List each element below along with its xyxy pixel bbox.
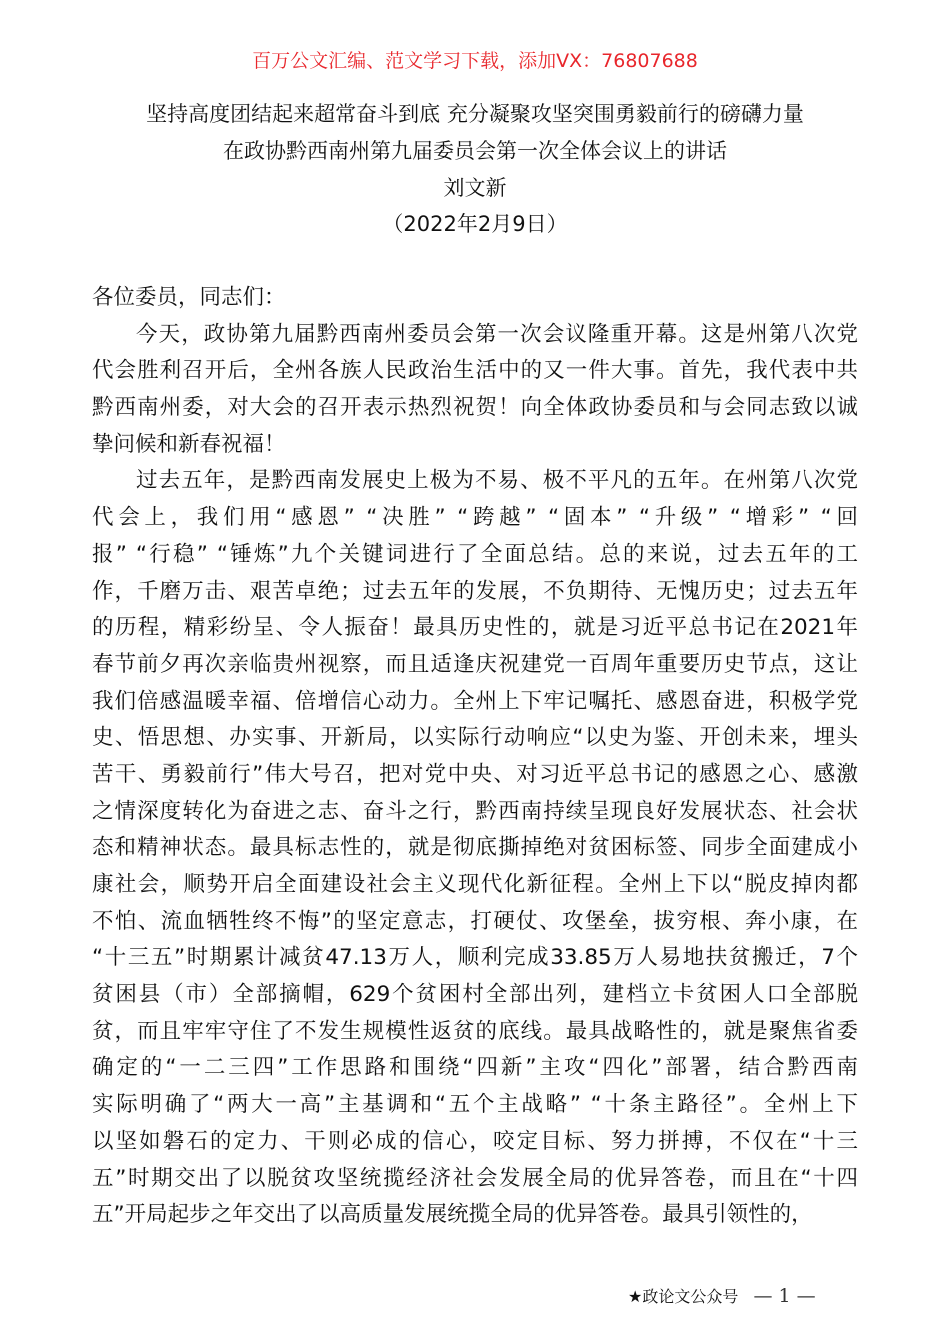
page-footer [628,1284,816,1307]
paragraph-line: 黔西南州委，对大会的召开表示热烈祝贺！向全体政协委员和与会同志致以诚 [92,395,858,421]
paragraph-line: 过去五年，是黔西南发展史上极为不易、极不平凡的五年。在州第八次党 [136,468,858,494]
paragraph-line: 代会胜利召开后，全州各族人民政治生活中的又一件大事。首先，我代表中共 [92,358,858,384]
date: （2022年2月9日） [382,212,568,236]
paragraph-line: 苦干、勇毅前行”伟大号召，把对党中央、对习近平总书记的感恩之心、感激 [92,761,858,787]
document-subtitle: 在政协黔西南州第九届委员会第一次全体会议上的讲话 [223,139,727,163]
paragraph-line: 不怕、流血牺牲终不悔”的坚定意志，打硬仗、攻堡垒，拔穷根、奔小康，在 [92,908,858,934]
paragraph-line: 春节前夕再次亲临贵州视察，而且适逢庆祝建党一百周年重要历史节点，这让 [92,651,858,677]
footer-source: ★政论文公众号 [628,1287,739,1306]
paragraph-line: “十三五”时期累计减贫47.13万人，顺利完成33.85万人易地扶贫搬迁，7个 [92,945,858,971]
paragraph-line: 以坚如磐石的定力、干则必成的信心，咬定目标、努力拼搏，不仅在“十三 [92,1128,858,1154]
paragraph-line: 报” “行稳” “锤炼”九个关键词进行了全面总结。总的来说，过去五年的工 [92,541,858,567]
document-title: 坚持高度团结起来超常奋斗到底 充分凝聚攻坚突围勇毅前行的磅礴力量 [146,102,804,126]
paragraph-line: 五”开局起步之年交出了以高质量发展统揽全局的优异答卷。最具引领性的， [92,1202,813,1228]
greeting: 各位委员，同志们： [92,285,286,310]
paragraph-line: 代会上，我们用“感恩” “决胜” “跨越” “固本” “升级” “增彩” “回 [92,505,858,531]
paragraph-line: 今天，政协第九届黔西南州委员会第一次会议隆重开幕。这是州第八次党 [136,321,858,347]
paragraph-line: 作，千磨万击、艰苦卓绝；过去五年的发展，不负期待、无愧历史；过去五年 [92,578,858,604]
page-number: — 1 — [753,1285,816,1307]
watermark-banner: 百万公文汇编、范文学习下载，添加VX：76807688 [252,50,698,72]
document-body [92,280,858,1234]
paragraph-line: 五”时期交出了以脱贫攻坚统揽经济社会发展全局的优异答卷，而且在“十四 [92,1165,858,1191]
paragraph-line: 康社会，顺势开启全面建设社会主义现代化新征程。全州上下以“脱皮掉肉都 [92,872,858,897]
author: 刘文新 [443,176,507,200]
paragraph-line: 挚问候和新春祝福！ [92,431,286,457]
paragraph-line: 贫困县（市）全部摘帽，629个贫困村全部出列，建档立卡贫困人口全部脱 [92,982,858,1008]
paragraph-line: 的历程，精彩纷呈、令人振奋！最具历史性的，就是习近平总书记在2021年 [92,615,858,641]
paragraph-line: 史、悟思想、办实事、开新局，以实际行动响应“以史为鉴、开创未来，埋头 [92,725,858,751]
paragraph-line: 实际明确了“两大一高”主基调和“五个主战略” “十条主路径”。全州上下 [92,1092,858,1118]
paragraph-line: 我们倍感温暖幸福、倍增信心动力。全州上下牢记嘱托、感恩奋进，积极学党 [92,688,858,714]
paragraph-line: 贫，而且牢牢守住了不发生规模性返贫的底线。最具战略性的，就是聚焦省委 [92,1018,858,1044]
paragraph-line: 之情深度转化为奋进之志、奋斗之行，黔西南持续呈现良好发展状态、社会状 [92,798,858,824]
paragraph-line: 态和精神状态。最具标志性的，就是彻底撕掉绝对贫困标签、同步全面建成小 [92,835,858,861]
paragraph-line: 确定的“一二三四”工作思路和围绕“四新”主攻“四化”部署，结合黔西南 [92,1055,858,1081]
